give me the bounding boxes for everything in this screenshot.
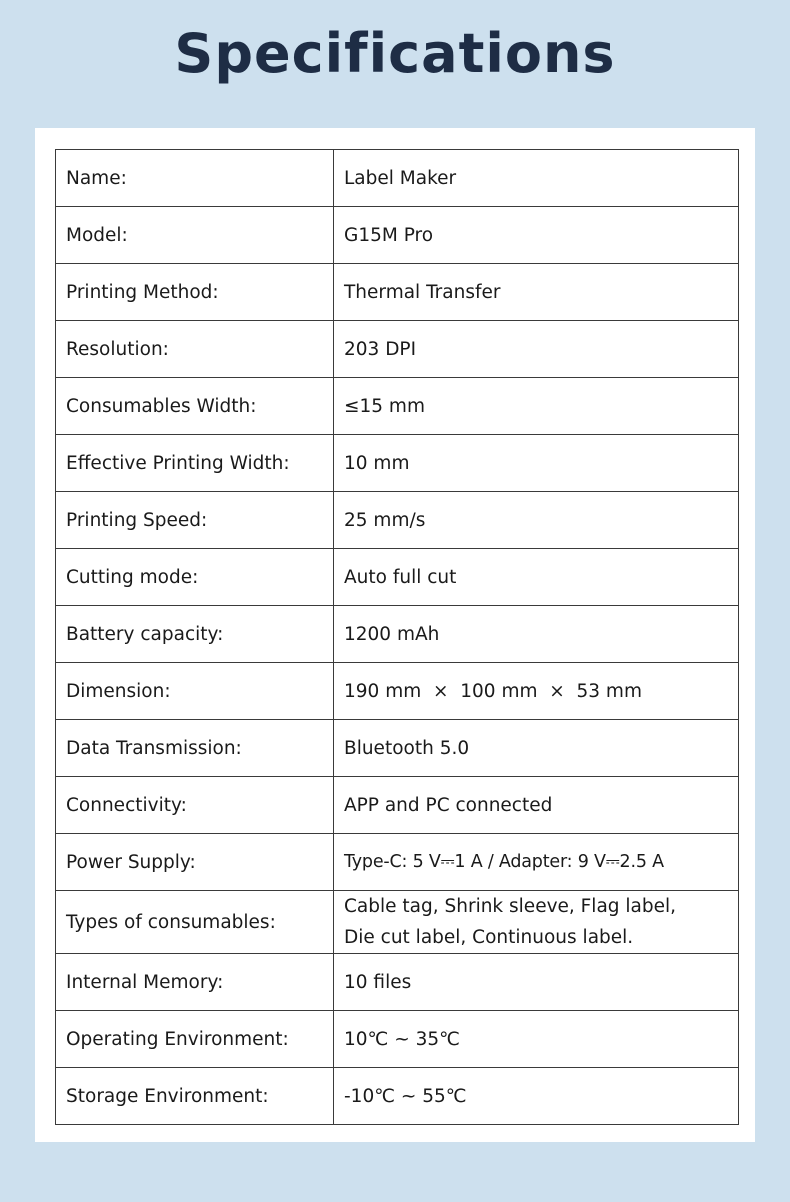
spec-label: Connectivity:	[56, 777, 334, 834]
table-row	[56, 954, 739, 1011]
spec-value-line: Cable tag, Shrink sleeve, Flag label,	[344, 896, 677, 917]
spec-label: Internal Memory:	[56, 954, 334, 1011]
spec-value	[334, 891, 739, 954]
spec-label: Cutting mode:	[56, 549, 334, 606]
table-row	[56, 435, 739, 492]
spec-table	[55, 149, 739, 1125]
spec-label: Name:	[56, 150, 334, 207]
spec-label: Storage Environment:	[56, 1068, 334, 1125]
spec-value: Thermal Transfer	[334, 264, 739, 321]
table-row	[56, 264, 739, 321]
spec-label: Consumables Width:	[56, 378, 334, 435]
spec-card	[35, 128, 755, 1142]
spec-value: Label Maker	[334, 150, 739, 207]
spec-value: APP and PC connected	[334, 777, 739, 834]
table-row	[56, 207, 739, 264]
spec-label: Operating Environment:	[56, 1011, 334, 1068]
table-row	[56, 606, 739, 663]
spec-label: Model:	[56, 207, 334, 264]
spec-value: -10℃ ~ 55℃	[334, 1068, 739, 1125]
table-row	[56, 663, 739, 720]
spec-value: Auto full cut	[334, 549, 739, 606]
table-row	[56, 1068, 739, 1125]
table-row	[56, 777, 739, 834]
table-row	[56, 891, 739, 954]
spec-label: Battery capacity:	[56, 606, 334, 663]
spec-label: Dimension:	[56, 663, 334, 720]
spec-value: G15M Pro	[334, 207, 739, 264]
table-row	[56, 834, 739, 891]
table-row	[56, 492, 739, 549]
spec-value: 10℃ ~ 35℃	[334, 1011, 739, 1068]
spec-label: Power Supply:	[56, 834, 334, 891]
spec-label: Resolution:	[56, 321, 334, 378]
spec-value: ≤15 mm	[334, 378, 739, 435]
table-row	[56, 720, 739, 777]
spec-value: 25 mm/s	[334, 492, 739, 549]
spec-label: Data Transmission:	[56, 720, 334, 777]
page-title: Specifications	[174, 22, 616, 85]
spec-label: Types of consumables:	[56, 891, 334, 954]
table-row	[56, 378, 739, 435]
spec-value: 203 DPI	[334, 321, 739, 378]
spec-value: Type-C: 5 V⎓1 A / Adapter: 9 V⎓2.5 A	[334, 834, 739, 891]
spec-label: Printing Method:	[56, 264, 334, 321]
table-row	[56, 1011, 739, 1068]
spec-label: Printing Speed:	[56, 492, 334, 549]
table-row	[56, 150, 739, 207]
spec-value: 10 mm	[334, 435, 739, 492]
spec-label: Effective Printing Width:	[56, 435, 334, 492]
spec-value-line: Die cut label, Continuous label.	[344, 927, 634, 948]
table-row	[56, 321, 739, 378]
spec-value: 1200 mAh	[334, 606, 739, 663]
spec-value: Bluetooth 5.0	[334, 720, 739, 777]
spec-value: 10 files	[334, 954, 739, 1011]
table-row	[56, 549, 739, 606]
spec-value: 190 mm × 100 mm × 53 mm	[334, 663, 739, 720]
